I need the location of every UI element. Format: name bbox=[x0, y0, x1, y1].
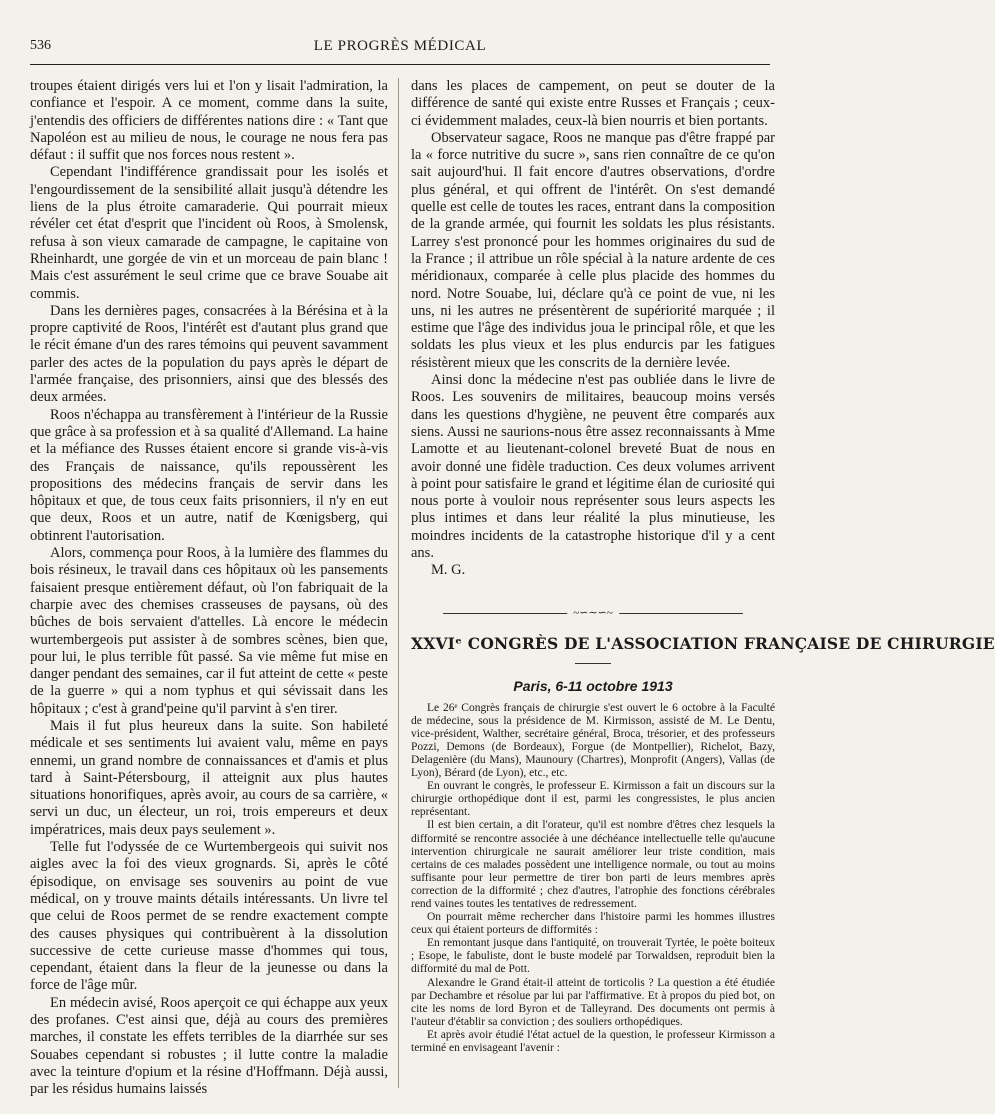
paragraph: dans les places de campement, on peut se douter de la différence de santé qui existe entre Russes et Français ; ceux-ci évidemment malades, ceux-là bien nourris et bien portants. bbox=[411, 78, 775, 129]
ornament-glyph: ~∽∼∽~ bbox=[567, 606, 619, 620]
report-paragraph: Et après avoir étudié l'état actuel de la question, le professeur Kirmisson a terminé en envisageant l'avenir : bbox=[411, 1028, 775, 1055]
section-subtitle: Paris, 6-11 octobre 1913 bbox=[513, 677, 673, 694]
section-title: XXVIᵉ CONGRÈS DE L'ASSOCIATION FRANÇAISE DE CHIRURGIE bbox=[411, 633, 995, 653]
right-column bbox=[411, 78, 995, 1055]
report-paragraph: Alexandre le Grand était-il atteint de torticolis ? La question a été étudiée par Dechambre et résolue par lui par l'affirmative. Et à propos du pied bot, on cite les noms de lord Byron et de Talleyrand. Des documents ont permis à l'auteur d'établir sa conviction ; des souliers orthopédiques. bbox=[411, 976, 775, 1028]
paragraph: Cependant l'indifférence grandissait pour les isolés et l'engourdissement de la sensibilité allait jusqu'à détendre les liens de la plus étroite camaraderie. Qui pourrait mieux révéler cet état d'esprit que l'incident où Roos, à Smolensk, refusa à son vieux camarade de campagne, le capitaine von Rheinhardt, une gorgée de vin et un morceau de pain blanc ! Mais c'est assurément le seul crime que ce brave Souabe ait commis. bbox=[30, 164, 388, 302]
paragraph: Dans les dernières pages, consacrées à la Bérésina et à la propre captivité de Roos, l'intérêt est d'autant plus grand que le récit émane d'un des rares témoins qui peuvent savamment parler des actes de la population du pays après le départ de l'armée française, des prisonniers, ainsi que des blessés des deux armées. bbox=[30, 302, 388, 406]
section-divider bbox=[443, 606, 743, 620]
paragraph: Alors, commença pour Roos, à la lumière des flammes du bois résineux, le travail dans ces hôpitaux où les pansements faisaient presque entièrement défaut, où l'on fabriquait de la charpie avec des chemises crasseuses de paysans, où des bûches de bois servaient d'attelles. Là encore le médecin wurtembergeois put assister à de sombres scènes, bien que, pour lui, le plus terrible fût passé. Sa vie même fut mise en danger pendant des semaines, car il fut atteint de cette « peste de la guerre » qui a nom typhus et qui sévissait dans les hôpitaux ; c'est à grand'peine qu'il parvint à s'en tirer. bbox=[30, 545, 388, 717]
congress-report bbox=[411, 702, 775, 1056]
paragraph: Observateur sagace, Roos ne manque pas d'être frappé par la « force nutritive du sucre », sans rien connaître de ce qu'on sait aujourd'hui. Il fait encore d'autres observations, d'ordre plus général, et qui offrent de l'intérêt. On s'est demandé quelle est celle de toutes les races, entrant dans la composition de la grande armée, qui fournit les soldats les plus résistants. Larrey s'est prononcé pour les hommes originaires du sud de la France ; il attribue un rôle spécial à la nature ardente de ces méridionaux, comparée à celle plus placide des hommes du nord. Notre Souabe, lui, déclare qu'à ce point de vue, ni les uns, ni les autres ne présentèrent de supériorité marquée ; il estime que l'âge des individus joua le principal rôle, et que les soldats les plus vieux et les plus endurcis par les fatigues résistèrent mieux que les conscrits de la dernière levée. bbox=[411, 129, 775, 371]
title-rule bbox=[575, 663, 611, 664]
paragraph: Roos n'échappa au transfèrement à l'intérieur de la Russie que grâce à sa profession et à sa qualité d'Allemand. La haine et la méfiance des Russes étaient encore si grande vis-à-vis des Français de naissance, qu'ils repoussèrent les propositions des médecins français de servir dans les hôpitaux et que, de tous ceux faits prisonniers, il n'y en eut que deux, Roos et un autre, natif de Kœnigsberg, qui obtinrent l'autorisation. bbox=[30, 406, 388, 544]
report-paragraph: En remontant jusque dans l'antiquité, on trouverait Tyrtée, le poète boiteux ; Esope, le fabuliste, dont le buste modelé par Torwaldsen, reproduit bien la difformité du mal de Pott. bbox=[411, 937, 775, 976]
paragraph: Mais il fut plus heureux dans la suite. Son habileté médicale et ses sentiments lui avaient valu, même en pays ennemi, un grand nombre de connaissances et d'amis et plus tard à Saint-Pétersbourg, il atteignit aux plus hautes situations honorifiques, après avoir, au cours de sa carrière, « servi un duc, un électeur, un roi, trois empereurs et deux impératrices, mais deux pays seulement ». bbox=[30, 717, 388, 838]
column-divider bbox=[398, 78, 399, 1088]
paragraph: Telle fut l'odyssée de ce Wurtembergeois qui suivit nos aigles avec la foi des vieux grognards. Si, après le côté épisodique, on envisage ses souvenirs au point de vue médical, on y trouve maints détails intéressants. Un livre tel que celui de Roos permet de se rendre exactement compte des causes physiques qui contribuèrent à la dissolution successive de cette curieuse masse d'hommes qui tous, cependant, étaient dans la fleur de la jeunesse ou dans la force de l'âge mûr. bbox=[30, 839, 388, 994]
paragraph: Ainsi donc la médecine n'est pas oubliée dans le livre de Roos. Les souvenirs de militaires, beaucoup moins versés dans les questions d'hygiène, ne peuvent être comparés aux siens. Aussi ne saurions-nous être assez reconnaissants à Mme Lamotte et au lieutenant-colonel breveté Buat de nous en avoir donné une fidèle traduction. Ces deux volumes arrivent à point pour satisfaire le grand et légitime élan de curiosité qui nous porte à vouloir nous représenter sous leurs aspects les plus intimes et dans leur réalité la plus minutieuse, les moindres incidents de la catastrophe historique d'il y a cent ans. bbox=[411, 372, 775, 562]
page-header bbox=[30, 36, 770, 65]
page-number: 536 bbox=[30, 38, 51, 53]
paragraph: troupes étaient dirigés vers lui et l'on y lisait l'admiration, la confiance et l'espoir. A ce moment, comme dans la suite, j'entendis des officiers de différentes nations dire : « Tant que Napoléon est au milieu de nous, le courage ne nous fera pas défaut : il suffit que nos forces nous restent ». bbox=[30, 78, 388, 164]
report-paragraph: En ouvrant le congrès, le professeur E. Kirmisson a fait un discours sur la chirurgie orthopédique dont il est, parmi les congressistes, le plus ancien représentant. bbox=[411, 780, 775, 819]
report-paragraph: On pourrait même rechercher dans l'histoire parmi les hommes illustres ceux qui étaient porteurs de difformités : bbox=[411, 911, 775, 937]
paragraph: En médecin avisé, Roos aperçoit ce qui échappe aux yeux des profanes. C'est ainsi que, déjà au cours des premières marches, il constate les effets terribles de la diarrhée sur ses Souabes cependant si robustes ; il lutte contre la maladie avec la teinture d'opium et la résine d'Hoffmann. Déjà aussi, par les résidus humains laissés bbox=[30, 994, 388, 1098]
report-paragraph: Le 26ᵉ Congrès français de chirurgie s'est ouvert le 6 octobre à la Faculté de médecine, sous la présidence de M. Kirmisson, assisté de M. Le Dentu, vice-président, Walther, secrétaire général, Broca, trésorier, et des professeurs Pozzi, Demons (de Bordeaux), Forgue (de Montpellier), Richelot, Bazy, Delagenière (du Mans), Maunoury (Chartres), Monprofit (Angers), Vallas (de Lyon), Bérard (de Lyon), etc., etc. bbox=[411, 701, 775, 780]
running-title: LE PROGRÈS MÉDICAL bbox=[313, 38, 487, 54]
report-paragraph: Il est bien certain, a dit l'orateur, qu'il est nombre d'êtres chez lesquels la difformité se rencontre associée à une déchéance intellectuelle telle qu'aucune intervention chirurgicale ne saurait améliorer leur triste condition, mais certains de ces malades possèdent une intelligence normale, ou tout au moins suffisante pour leur permettre de tirer bon parti de leurs membres après correction de la difformité ; chez d'autres, l'atrophie des fonctions cérébrales rend vaines toutes les tentatives de redressement. bbox=[411, 819, 775, 911]
author-signature: M. G. bbox=[431, 562, 466, 579]
left-column bbox=[30, 78, 388, 1099]
